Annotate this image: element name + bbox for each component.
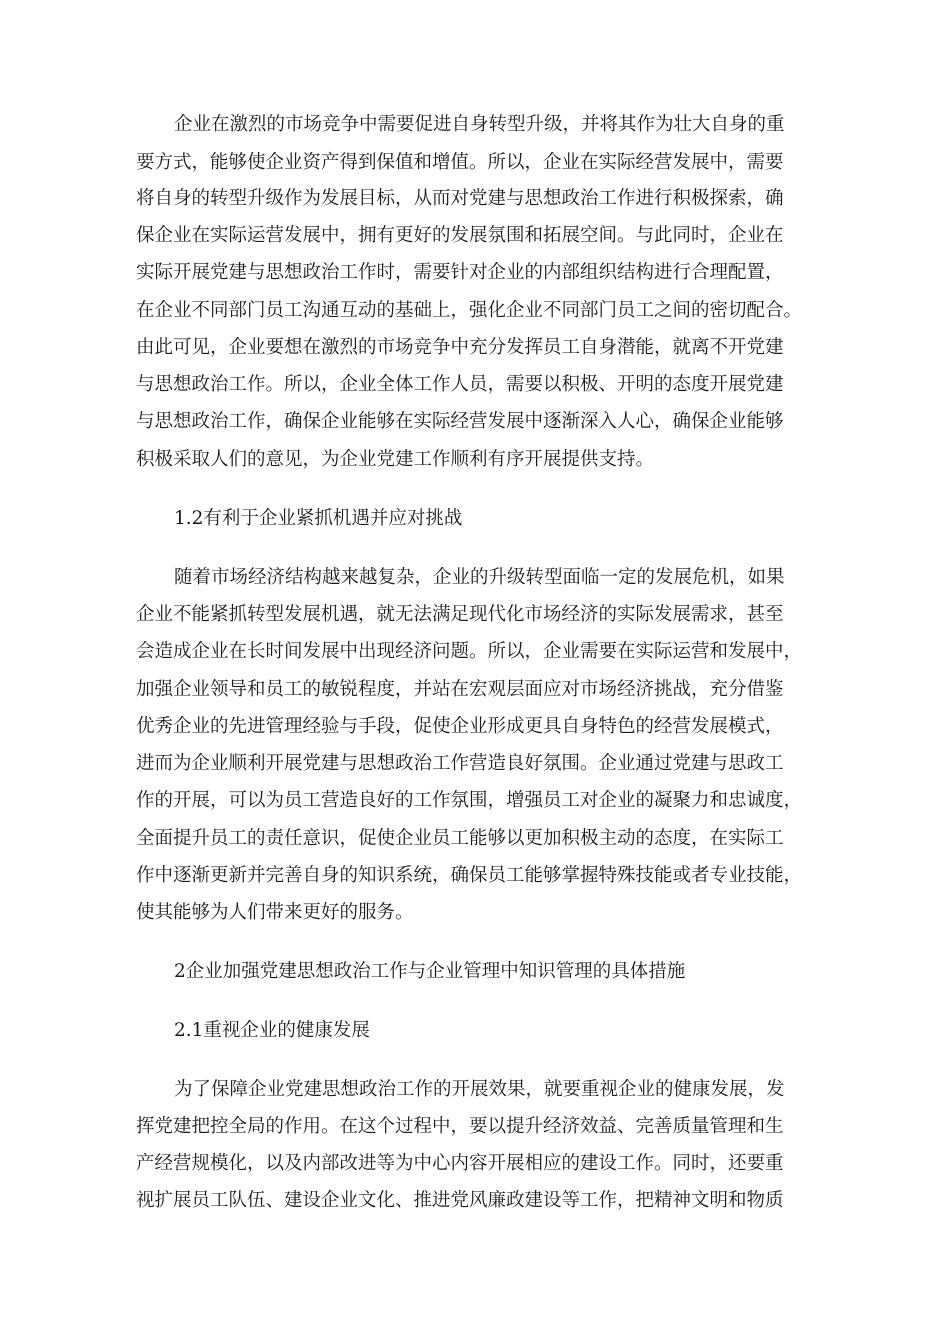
paragraph2-line: 加强企业领导和员工的敏锐程度，并站在宏观层面应对市场经济挑战，充分借鉴 — [136, 679, 784, 700]
paragraph1-line: 由此可见，企业要想在激烈的市场竞争中充分发挥员工自身潜能，就离不开党建 — [136, 337, 784, 358]
paragraph2-line: 企业不能紧抓转型发展机遇，就无法满足现代化市场经济的实际发展需求，甚至 — [136, 604, 784, 625]
paragraph1-line: 积极采取人们的意见，为企业党建工作顺利有序开展提供支持。 — [136, 449, 655, 470]
paragraph2-line: 随着市场经济结构越来越复杂，企业的升级转型面临一定的发展危机，如果 — [174, 567, 785, 588]
paragraph2-line: 作的开展，可以为员工营造良好的工作氛围，增强员工对企业的凝聚力和忠诚度， — [136, 790, 803, 811]
paragraph1-line: 与思想政治工作，确保企业能够在实际经营发展中逐渐深入人心，确保企业能够 — [136, 411, 784, 432]
paragraph1-line: 与思想政治工作。所以，企业全体工作人员，需要以积极、开明的态度开展党建 — [136, 374, 784, 395]
paragraph2-line: 优秀企业的先进管理经验与手段，促使企业形成更具自身特色的经营发展模式， — [136, 716, 784, 737]
section-heading-1-2: 1.2有利于企业紧抓机遇并应对挑战 — [174, 508, 463, 529]
paragraph3-line: 为了保障企业党建思想政治工作的开展效果，就要重视企业的健康发展，发 — [174, 1079, 785, 1100]
paragraph2-line: 全面提升员工的责任意识，促使企业员工能够以更加积极主动的态度，在实际工 — [136, 828, 784, 849]
paragraph2-line: 进而为企业顺利开展党建与思想政治工作营造良好氛围。企业通过党建与思政工 — [136, 753, 784, 774]
paragraph2-line: 会造成企业在长时间发展中出现经济问题。所以，企业需要在实际运营和发展中， — [136, 641, 803, 662]
paragraph3-line: 挥党建把控全局的作用。在这个过程中，要以提升经济效益、完善质量管理和生 — [136, 1116, 784, 1137]
paragraph1-line: 要方式，能够使企业资产得到保值和增值。所以，企业在实际经营发展中，需要 — [136, 152, 784, 173]
section-heading-2: 2企业加强党建思想政治工作与企业管理中知识管理的具体措施 — [174, 961, 686, 982]
paragraph2-line: 作中逐渐更新并完善自身的知识系统，确保员工能够掌握特殊技能或者专业技能， — [136, 865, 803, 886]
paragraph2-line: 使其能够为人们带来更好的服务。 — [136, 902, 414, 923]
paragraph1-line: 保企业在实际运营发展中，拥有更好的发展氛围和拓展空间。与此同时，企业在 — [136, 225, 784, 246]
paragraph1-line: 企业在激烈的市场竞争中需要促进自身转型升级，并将其作为壮大自身的重 — [174, 114, 785, 135]
paragraph3-line: 产经营规模化，以及内部改进等为中心内容开展相应的建设工作。同时，还要重 — [136, 1153, 784, 1174]
section-heading-2-1: 2.1重视企业的健康发展 — [174, 1020, 370, 1041]
paragraph1-line: 将自身的转型升级作为发展目标，从而对党建与思想政治工作进行积极探索，确 — [136, 188, 784, 209]
paragraph1-line: 在企业不同部门员工沟通互动的基础上，强化企业不同部门员工之间的密切配合。 — [136, 300, 803, 321]
paragraph3-line: 视扩展员工队伍、建设企业文化、推进党风廉政建设等工作，把精神文明和物质 — [136, 1190, 784, 1211]
paragraph1-line: 实际开展党建与思想政治工作时，需要针对企业的内部组织结构进行合理配置， — [136, 262, 784, 283]
